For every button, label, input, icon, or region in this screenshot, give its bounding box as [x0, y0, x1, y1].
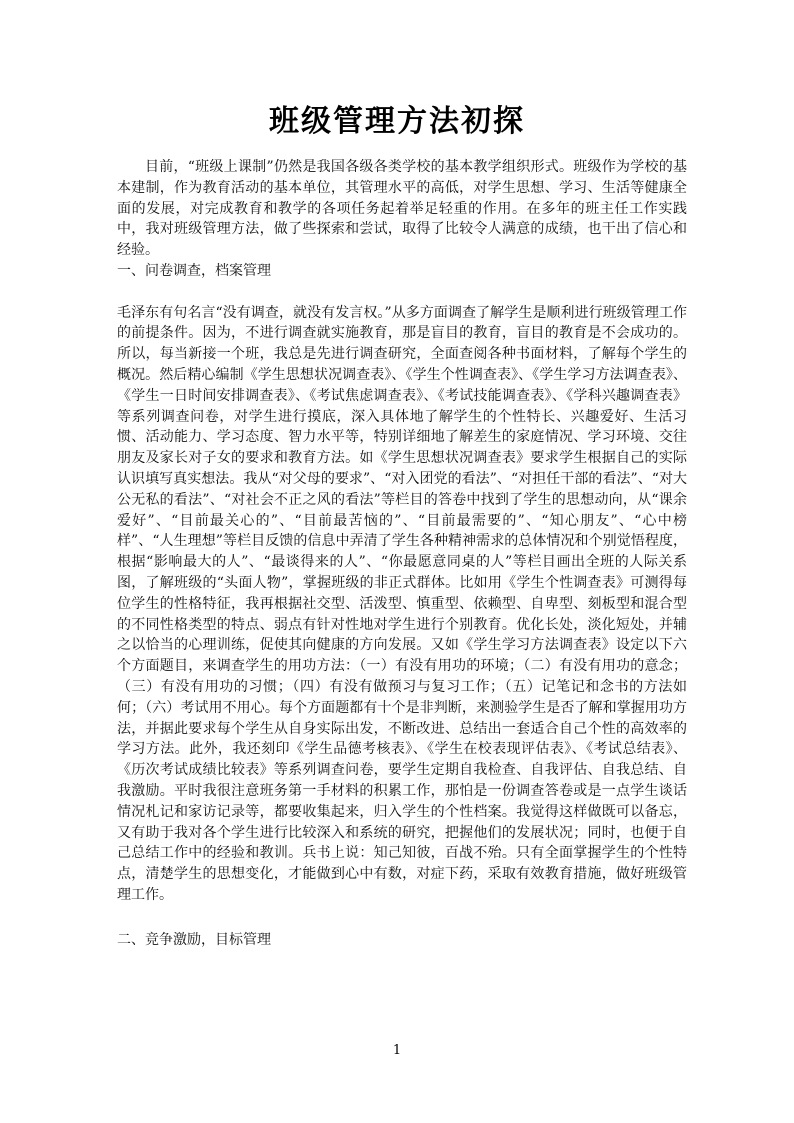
section-1-paragraph: 毛泽东有句名言“没有调查，就没有发言权。”从多方面调查了解学生是顺利进行班级管理工作的前提条件。因为，不进行调查就实施教育，那是盲目的教育，盲目的教育是不会成功的。所以，每当新接一个班，我总是先进行调查研究，全面查阅各种书面材料，了解每个学生的概况。然后精心编制《学生思想状况调查表》、《学生个性调查表》、《学生学习方法调查表》、《学生一日时间安排调查表》、《考试焦虑调查表》、《考试技能调查表》、《学科兴趣调查表》等系列调查问卷，对学生进行摸底，深入具体地了解学生的个性特长、兴趣爱好、生活习惯、活动能力、学习态度、智力水平等，特别详细地了解差生的家庭情况、学习环境、交往朋友及家长对子女的要求和教育方法。如《学生思想状况调查表》要求学生根据自己的实际认识填写真实想法。我从“对父母的要求”、“对入团党的看法”、“对担任干部的看法”、“对大公无私的看法”、“对社会不正之风的看法”等栏目的答卷中找到了学生的思想动向，从“课余爱好”、“目前最关心的”、“目前最苦恼的”、“目前最需要的”、“知心朋友”、“心中榜样”、“人生理想”等栏目反馈的信息中弄清了学生各种精神需求的总体情况和个别觉悟程度，根据“影响最大的人”、“最谈得来的人”、“你最愿意同桌的人”等栏目画出全班的人际关系图，了解班级的“头面人物”，掌握班级的非正式群体。比如用《学生个性调查表》可测得每位学生的性格特征，我再根据社交型、活泼型、慎重型、依赖型、自卑型、刻板型和混合型的不同性格类型的特点、弱点有针对性地对学生进行个别教育。优化长处，淡化短处，并辅之以恰当的心理训练，促使其向健康的方向发展。又如《学生学习方法调查表》设定以下六个方面题目，来调查学生的用功方法：（一）有没有用功的环境；（二）有没有用功的意念；（三）有没有用功的习惯；（四）有没有做预习与复习工作；（五）记笔记和念书的方法如何；（六）考试用不用心。每个方面题都有十个是非判断，来测验学生是否了解和掌握用功方法，并据此要求每个学生从自身实际出发，不断改进、总结出一套适合自己个性的高效率的学习方法。此外，我还刻印《学生品德考核表》、《学生在校表现评估表》、《考试总结表》、《历次考试成绩比较表》等系列调查问卷，要学生定期自我检查、自我评估、自我总结、自我激励。平时我很注意班务第一手材料的积累工作，那怕是一份调查答卷或是一点学生谈话情况札记和家访记录等，都要收集起来，归入学生的个性档案。我觉得这样做既可以备忘，又有助于我对各个学生进行比较深入和系统的研究，把握他们的发展状况；同时，也便于自己总结工作中的经验和教训。兵书上说：知己知彼，百战不殆。只有全面掌握学生的个性特点，清楚学生的思想变化，才能做到心中有数，对症下药，采取有效教育措施，做好班级管理工作。: [117, 304, 687, 903]
blank-line: [117, 906, 687, 930]
document-title: 班级管理方法初探: [269, 104, 525, 139]
document-body: [117, 157, 687, 950]
blank-line: [117, 282, 687, 303]
section-1-heading: 一、问卷调查，档案管理: [117, 262, 271, 279]
section-2-heading: 二、竞争激励，目标管理: [117, 931, 271, 948]
intro-paragraph: 目前，“班级上课制”仍然是我国各级各类学校的基本教学组织形式。班级作为学校的基本建制，作为教育活动的基本单位，其管理水平的高低，对学生思想、学习、生活等健康全面的发展，对完成教育和教学的各项任务起着举足轻重的作用。在多年的班主任工作实践中，我对班级管理方法，做了些探索和尝试，取得了比较令人满意的成绩，也干出了信心和经验。: [117, 159, 687, 259]
page-number: 1: [392, 1043, 402, 1058]
